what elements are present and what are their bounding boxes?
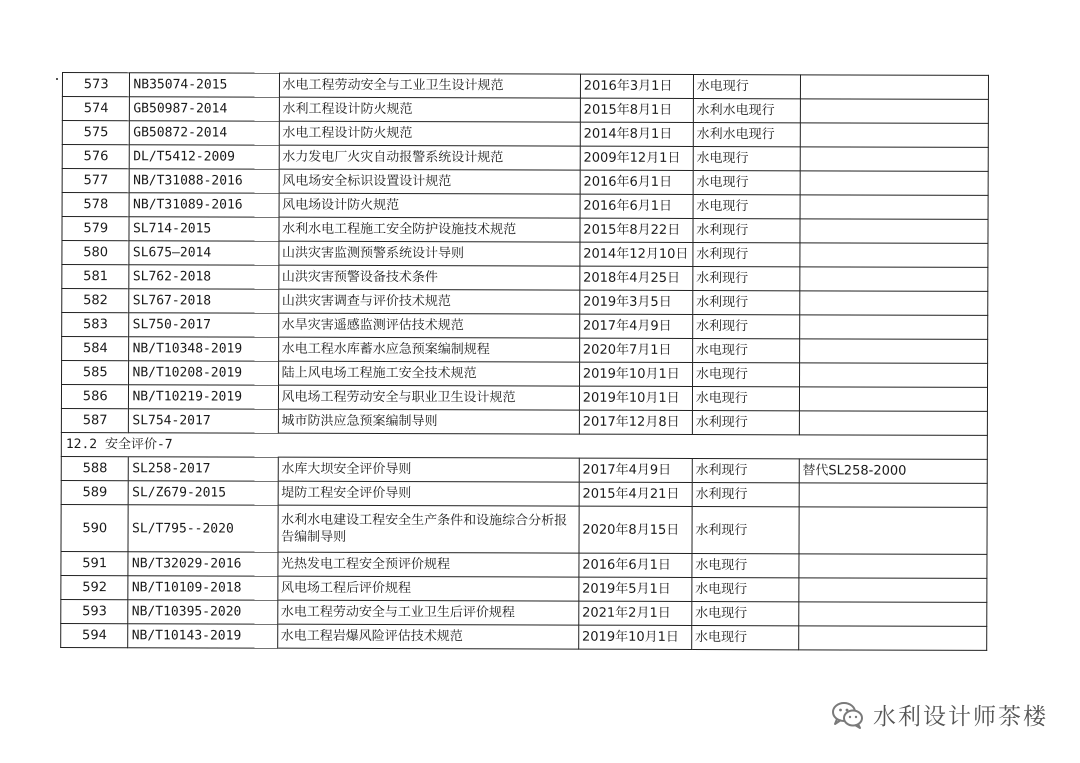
row-number: 592 [61, 575, 129, 599]
standard-name: 水旱灾害遥感监测评估技术规范 [278, 313, 579, 338]
table-row [62, 193, 988, 220]
status-cell: 水利水电现行 [693, 122, 800, 146]
table-body-bottom [61, 456, 988, 650]
standard-code: NB/T31088-2016 [130, 169, 279, 193]
status-cell: 水利现行 [693, 242, 800, 266]
table-row [62, 217, 988, 244]
standard-code: SL714-2015 [129, 217, 278, 241]
table-row [61, 480, 987, 507]
row-number: 582 [62, 289, 130, 313]
remark-cell [800, 75, 988, 100]
standard-name: 水利工程设计防火规范 [279, 97, 580, 122]
table-row [62, 313, 988, 340]
watermark-text: 水利设计师茶楼 [873, 704, 1048, 730]
remark-cell [800, 219, 988, 244]
remark-cell [799, 339, 987, 364]
row-number: 577 [62, 169, 130, 193]
table-row [62, 337, 988, 364]
standard-name: 陆上风电场工程施工安全技术规范 [278, 361, 579, 386]
standard-name: 风电场安全标识设置设计规范 [279, 169, 580, 194]
effective-date: 2020年7月1日 [579, 338, 692, 362]
remark-cell [799, 387, 987, 412]
status-cell: 水利水电现行 [693, 98, 800, 122]
remark-cell [799, 411, 987, 436]
remark-cell [799, 315, 987, 340]
table-row [62, 145, 988, 172]
row-number: 580 [62, 241, 130, 265]
table-row [61, 385, 987, 412]
row-number: 588 [61, 456, 129, 480]
table-row [61, 456, 987, 483]
remark-cell [800, 147, 988, 172]
table-row [61, 623, 987, 650]
standard-name: 水电工程设计防火规范 [279, 121, 580, 146]
standard-code: NB/T10143-2019 [128, 624, 277, 648]
remark-cell [799, 267, 987, 292]
remark-cell [799, 243, 987, 268]
standard-code: NB/T32029-2016 [128, 552, 277, 576]
table-row [61, 408, 987, 435]
effective-date: 2017年12月8日 [579, 410, 692, 434]
row-number: 589 [61, 480, 129, 504]
effective-date: 2016年6月1日 [580, 170, 693, 194]
standard-name: 风电场设计防火规范 [279, 193, 580, 218]
table-row [61, 599, 987, 626]
effective-date: 2020年8月15日 [579, 506, 692, 553]
row-number: 593 [61, 599, 129, 623]
standard-code: NB/T31089-2016 [130, 193, 279, 217]
status-cell: 水利现行 [693, 218, 800, 242]
standard-name: 山洪灾害监测预警系统设计导则 [278, 241, 579, 266]
status-cell: 水利现行 [692, 314, 799, 338]
table-row [62, 73, 988, 100]
standard-code: SL/T795--2020 [128, 505, 277, 552]
status-cell: 水电现行 [692, 362, 799, 386]
status-cell: 水电现行 [692, 386, 799, 410]
row-number: 574 [62, 97, 130, 121]
standard-name: 山洪灾害调查与评价技术规范 [278, 289, 579, 314]
standard-code: SL/Z679-2015 [129, 481, 278, 505]
status-cell: 水电现行 [692, 577, 799, 601]
standard-code: NB35074-2015 [130, 73, 279, 97]
standard-name: 堤防工程安全评价导则 [278, 481, 579, 506]
standard-name: 光热发电工程安全预评价规程 [277, 552, 578, 577]
remark-cell [799, 507, 988, 555]
effective-date: 2014年8月1日 [580, 122, 693, 146]
effective-date: 2016年6月1日 [580, 194, 693, 218]
status-cell: 水利现行 [692, 506, 799, 553]
standard-code: SL754-2017 [129, 409, 278, 433]
remark-cell [799, 291, 987, 316]
effective-date: 2015年4月21日 [579, 482, 692, 506]
table-row [62, 169, 988, 196]
table-row [62, 97, 988, 124]
scan-speck [56, 78, 58, 80]
standard-code: SL675—2014 [129, 241, 278, 265]
remark-cell [799, 363, 987, 388]
section-header-group [61, 432, 987, 459]
standard-name: 水力发电厂火灾自动报警系统设计规范 [279, 145, 580, 170]
standard-code: NB/T10208-2019 [129, 361, 278, 385]
status-cell: 水电现行 [693, 146, 800, 170]
remark-cell [800, 195, 988, 220]
remark-cell [799, 483, 987, 508]
table-row [62, 265, 988, 292]
section-label: 12.2 安全评价-7 [61, 432, 987, 459]
status-cell: 水电现行 [693, 170, 800, 194]
status-cell: 水电现行 [692, 338, 799, 362]
effective-date: 2014年12月10日 [580, 242, 693, 266]
row-number: 583 [62, 313, 130, 337]
standard-code: SL258-2017 [129, 457, 278, 481]
table-row [61, 504, 987, 554]
table-row [61, 575, 987, 602]
table-row [62, 361, 988, 388]
effective-date: 2016年6月1日 [579, 553, 692, 577]
status-cell: 水电现行 [692, 553, 799, 577]
row-number: 590 [61, 504, 129, 551]
remark-cell: 替代SL258-2000 [799, 459, 987, 484]
status-cell: 水利现行 [692, 458, 799, 482]
wechat-icon [831, 700, 865, 730]
remark-cell [800, 171, 988, 196]
section-row [61, 432, 987, 459]
standards-table [60, 72, 989, 651]
status-cell: 水利现行 [692, 482, 799, 506]
effective-date: 2009年12月1日 [580, 146, 693, 170]
standard-code: GB50872-2014 [130, 121, 279, 145]
effective-date: 2017年4月9日 [579, 458, 692, 482]
row-number: 594 [61, 623, 129, 647]
standard-name: 水库大坝安全评价导则 [278, 457, 579, 482]
row-number: 584 [62, 337, 130, 361]
status-cell: 水利现行 [693, 266, 800, 290]
table-row [62, 241, 988, 268]
effective-date: 2019年10月1日 [579, 362, 692, 386]
standard-name: 水电工程劳动安全与工业卫生设计规范 [279, 73, 580, 98]
remark-cell [798, 602, 986, 627]
standard-name: 水电工程水库蓄水应急预案编制规程 [278, 337, 579, 362]
standard-name: 城市防洪应急预案编制导则 [278, 409, 579, 434]
status-cell: 水电现行 [693, 74, 800, 98]
remark-cell [798, 578, 986, 603]
effective-date: 2019年3月5日 [580, 290, 693, 314]
standard-code: NB/T10219-2019 [129, 385, 278, 409]
table-row [62, 289, 988, 316]
standard-name: 水利水电工程施工安全防护设施技术规范 [279, 217, 580, 242]
standard-name: 山洪灾害预警设备技术条件 [278, 265, 579, 290]
standard-code: GB50987-2014 [130, 97, 279, 121]
standard-code: NB/T10109-2018 [128, 576, 277, 600]
row-number: 579 [62, 217, 130, 241]
standard-code: NB/T10348-2019 [129, 337, 278, 361]
table-row [62, 121, 988, 148]
standard-name: 风电场工程后评价规程 [277, 576, 578, 601]
watermark [831, 698, 1048, 731]
status-cell: 水利现行 [692, 410, 799, 434]
standard-name: 风电场工程劳动安全与职业卫生设计规范 [278, 385, 579, 410]
effective-date: 2016年3月1日 [580, 74, 693, 98]
standard-code: SL762-2018 [129, 265, 278, 289]
standard-name: 水电工程岩爆风险评估技术规范 [277, 624, 578, 649]
remark-cell [800, 123, 988, 148]
standard-code: NB/T10395-2020 [128, 600, 277, 624]
standard-code: SL767-2018 [129, 289, 278, 313]
remark-cell [800, 99, 988, 124]
row-number: 578 [62, 193, 130, 217]
status-cell: 水利现行 [693, 290, 800, 314]
row-number: 576 [62, 145, 130, 169]
row-number: 586 [61, 385, 129, 409]
effective-date: 2019年10月1日 [578, 625, 691, 649]
effective-date: 2019年5月1日 [579, 577, 692, 601]
standard-code: DL/T5412-2009 [130, 145, 279, 169]
remark-cell [798, 554, 986, 579]
effective-date: 2017年4月9日 [579, 314, 692, 338]
status-cell: 水电现行 [691, 625, 798, 649]
standard-code: SL750-2017 [129, 313, 278, 337]
effective-date: 2018年4月25日 [580, 266, 693, 290]
effective-date: 2015年8月22日 [580, 218, 693, 242]
row-number: 587 [61, 408, 129, 432]
row-number: 591 [61, 551, 129, 575]
effective-date: 2019年10月1日 [579, 386, 692, 410]
status-cell: 水电现行 [693, 194, 800, 218]
row-number: 585 [62, 361, 130, 385]
status-cell: 水电现行 [692, 601, 799, 625]
table-row [61, 551, 987, 578]
table-body-top [61, 73, 988, 436]
row-number: 575 [62, 121, 130, 145]
row-number: 581 [62, 265, 130, 289]
remark-cell [798, 626, 986, 651]
row-number: 573 [62, 73, 130, 97]
effective-date: 2015年8月1日 [580, 98, 693, 122]
standard-name: 水利水电建设工程安全生产条件和设施综合分析报告编制导则 [278, 505, 579, 553]
standard-name: 水电工程劳动安全与工业卫生后评价规程 [277, 600, 578, 625]
effective-date: 2021年2月1日 [579, 601, 692, 625]
